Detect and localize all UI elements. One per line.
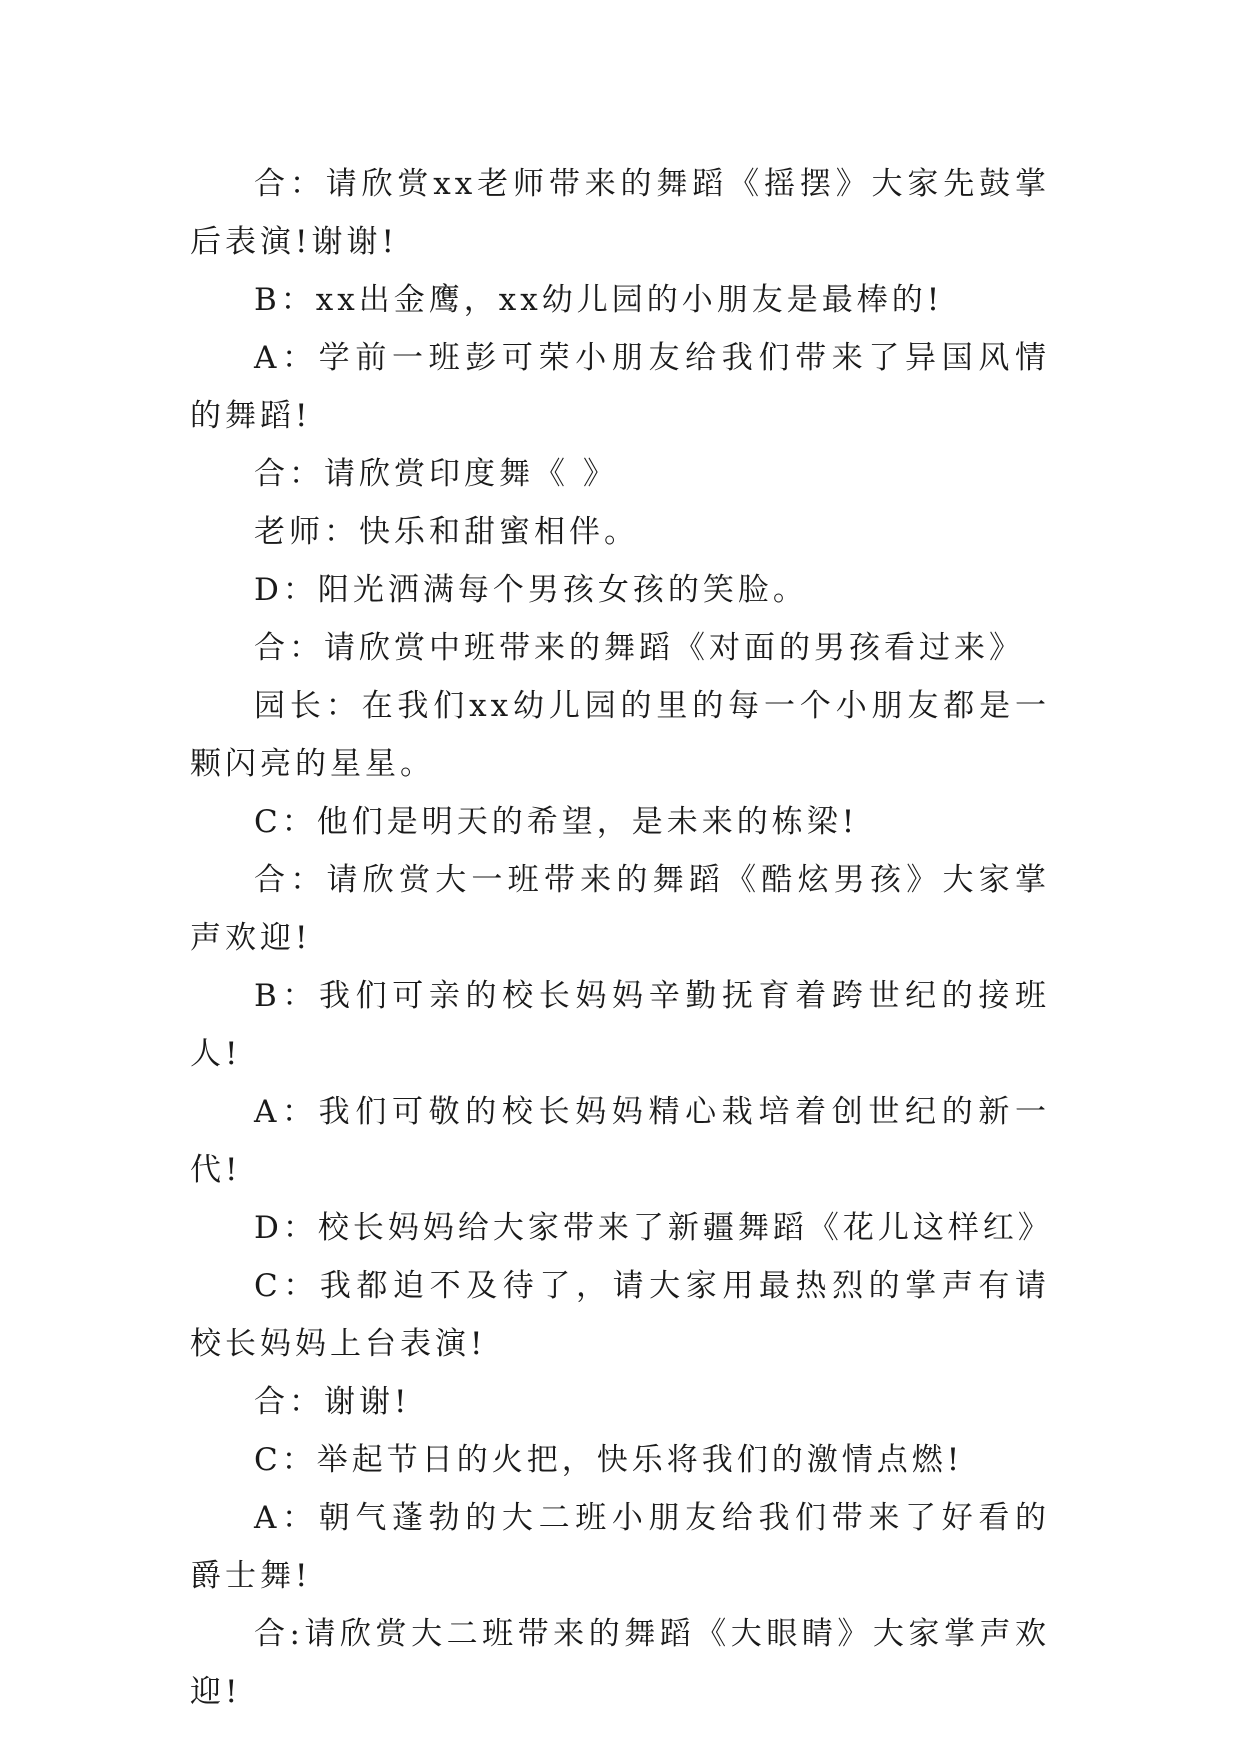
- paragraph: C：我都迫不及待了，请大家用最热烈的掌声有请校长妈妈上台表演!: [190, 1268, 1050, 1362]
- paragraph: 合：请欣赏xx老师带来的舞蹈《摇摆》大家先鼓掌后表演!谢谢!: [190, 166, 1050, 260]
- paragraph: C：他们是明天的希望，是未来的栋梁!: [254, 804, 859, 840]
- paragraph: 老师：快乐和甜蜜相伴。: [254, 514, 639, 550]
- paragraph: B：我们可亲的校长妈妈辛勤抚育着跨世纪的接班人!: [190, 978, 1050, 1072]
- paragraph: 合：请欣赏印度舞《 》: [254, 456, 618, 492]
- paragraph: 合：请欣赏中班带来的舞蹈《对面的男孩看过来》: [254, 630, 1024, 666]
- paragraph: B：xx出金鹰，xx幼儿园的小朋友是最棒的!: [254, 282, 944, 318]
- paragraph: 合：谢谢!: [254, 1384, 411, 1420]
- paragraph: 合：请欣赏大一班带来的舞蹈《酷炫男孩》大家掌声欢迎!: [190, 862, 1050, 956]
- document-body: [190, 155, 1053, 1721]
- paragraph: C：举起节日的火把，快乐将我们的激情点燃!: [254, 1442, 964, 1478]
- paragraph: A：学前一班彭可荣小朋友给我们带来了异国风情的舞蹈!: [190, 340, 1050, 434]
- paragraph: 合:请欣赏大二班带来的舞蹈《大眼睛》大家掌声欢迎!: [190, 1616, 1050, 1710]
- paragraph: D：阳光洒满每个男孩女孩的笑脸。: [254, 572, 808, 608]
- paragraph: 园长：在我们xx幼儿园的里的每一个小朋友都是一颗闪亮的星星。: [190, 688, 1050, 782]
- paragraph: A：我们可敬的校长妈妈精心栽培着创世纪的新一代!: [190, 1094, 1050, 1188]
- paragraph: A：朝气蓬勃的大二班小朋友给我们带来了好看的爵士舞!: [190, 1500, 1050, 1594]
- paragraph: D：校长妈妈给大家带来了新疆舞蹈《花儿这样红》: [254, 1210, 1053, 1246]
